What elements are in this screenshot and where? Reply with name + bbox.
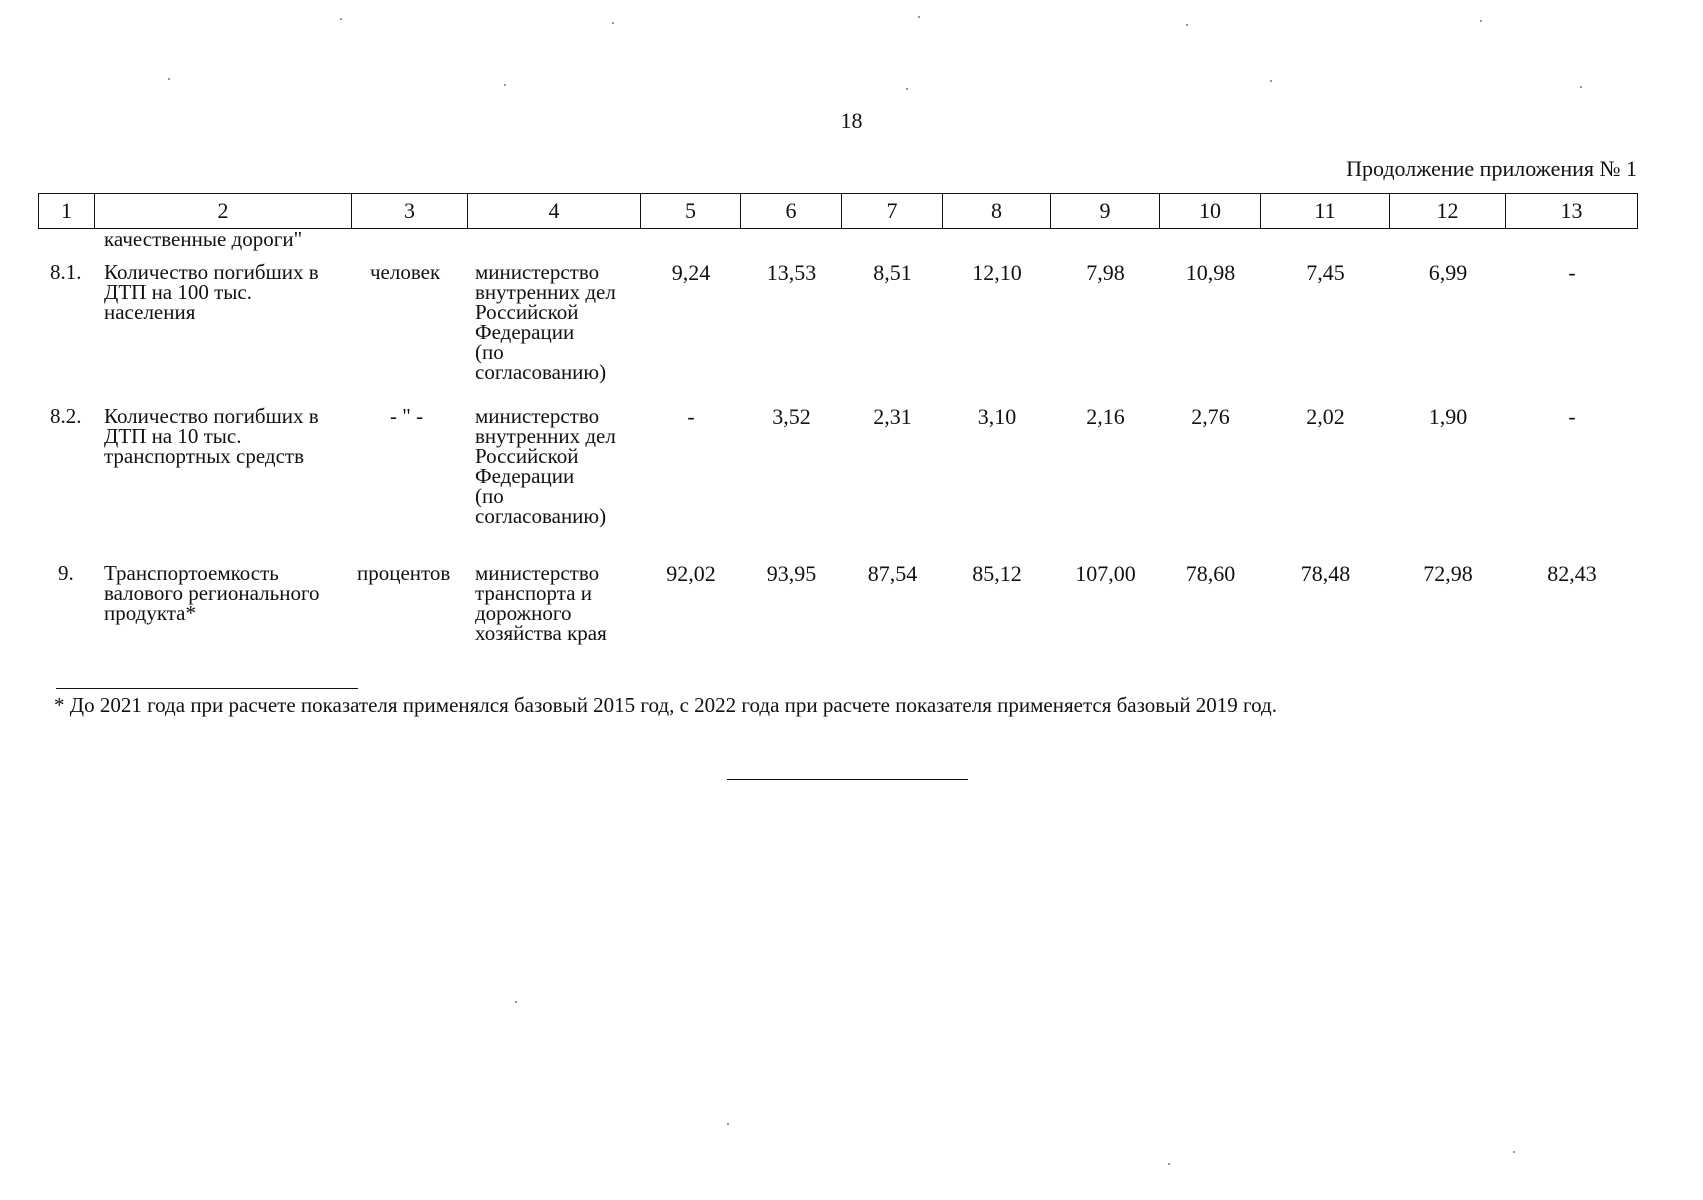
value-cell: 9,24 bbox=[671, 260, 711, 285]
scan-speck bbox=[1270, 80, 1272, 82]
value-cell: 78,60 bbox=[1185, 561, 1236, 586]
indicator-name: Количество погибших в ДТП на 10 тыс. транспортных средств bbox=[104, 404, 319, 468]
scan-speck bbox=[918, 16, 920, 18]
value-cell: 1,90 bbox=[1428, 404, 1468, 429]
column-number: 5 bbox=[641, 194, 741, 229]
responsible-body: министерство внутренних дел Российской Федерации (по согласованию) bbox=[475, 404, 616, 528]
column-number: 7 bbox=[842, 194, 943, 229]
column-number-header bbox=[38, 193, 1638, 229]
scan-speck bbox=[906, 88, 908, 90]
column-number: 13 bbox=[1506, 194, 1638, 229]
value-cell: 93,95 bbox=[766, 561, 817, 586]
column-number: 4 bbox=[468, 194, 641, 229]
footnote-separator bbox=[56, 688, 358, 689]
value-cell: 3,52 bbox=[772, 404, 811, 429]
responsible-body: министерство транспорта и дорожного хозяйства края bbox=[475, 561, 607, 645]
scan-speck bbox=[340, 18, 342, 20]
column-number: 9 bbox=[1051, 194, 1160, 229]
column-number: 3 bbox=[352, 194, 468, 229]
column-number: 8 bbox=[943, 194, 1051, 229]
column-number: 11 bbox=[1261, 194, 1390, 229]
scan-speck bbox=[1513, 1151, 1515, 1153]
scan-speck bbox=[1480, 20, 1482, 22]
value-cell: 2,02 bbox=[1306, 404, 1345, 429]
page-number: 18 bbox=[840, 108, 863, 133]
footnote: * До 2021 года при расчете показателя применялся базовый 2015 год, с 2022 года при расчете показателя применяется базовый 2019 год. bbox=[54, 693, 1277, 717]
column-number: 6 bbox=[741, 194, 842, 229]
indicator-name: Транспортоемкость валового регионального продукта* bbox=[104, 561, 320, 625]
scan-speck bbox=[515, 1001, 517, 1003]
column-number: 1 bbox=[39, 194, 95, 229]
carryover-text: качественные дороги" bbox=[104, 227, 303, 251]
value-cell: 78,48 bbox=[1300, 561, 1351, 586]
value-cell: 72,98 bbox=[1423, 561, 1473, 586]
column-number: 2 bbox=[95, 194, 352, 229]
value-cell: 10,98 bbox=[1185, 260, 1236, 285]
column-number: 10 bbox=[1160, 194, 1261, 229]
value-cell: 87,54 bbox=[867, 561, 918, 586]
indicator-name: Количество погибших в ДТП на 100 тыс. населения bbox=[104, 260, 319, 324]
value-cell: - bbox=[1568, 260, 1576, 285]
value-cell: 8,51 bbox=[873, 260, 912, 285]
value-cell: 85,12 bbox=[972, 561, 1022, 586]
value-cell: 7,45 bbox=[1306, 260, 1345, 285]
value-cell: 2,31 bbox=[873, 404, 912, 429]
value-cell: 3,10 bbox=[977, 404, 1017, 429]
row-number: 9. bbox=[58, 561, 74, 585]
column-number: 12 bbox=[1390, 194, 1506, 229]
value-cell: - bbox=[1568, 404, 1576, 429]
value-cell: 2,76 bbox=[1191, 404, 1230, 429]
row-number: 8.2. bbox=[50, 404, 82, 428]
scan-speck bbox=[1580, 86, 1582, 88]
value-cell: 7,98 bbox=[1086, 260, 1125, 285]
value-cell: 107,00 bbox=[1075, 561, 1136, 586]
unit: процентов bbox=[357, 561, 451, 585]
value-cell: - bbox=[687, 404, 695, 429]
value-cell: 2,16 bbox=[1086, 404, 1125, 429]
unit: человек bbox=[370, 260, 441, 284]
value-cell: 6,99 bbox=[1428, 260, 1468, 285]
value-cell: 12,10 bbox=[972, 260, 1022, 285]
scan-speck bbox=[1186, 24, 1188, 26]
continuation-title: Продолжение приложения № 1 bbox=[1346, 156, 1637, 181]
unit: - " - bbox=[390, 404, 424, 428]
scan-speck bbox=[727, 1123, 729, 1125]
value-cell: 13,53 bbox=[766, 260, 817, 285]
scan-speck bbox=[1168, 1163, 1170, 1165]
scan-speck bbox=[168, 78, 170, 80]
value-cell: 82,43 bbox=[1547, 561, 1597, 586]
row-number: 8.1. bbox=[50, 260, 82, 284]
scan-speck bbox=[504, 84, 506, 86]
responsible-body: министерство внутренних дел Российской Федерации (по согласованию) bbox=[475, 260, 616, 384]
value-cell: 92,02 bbox=[666, 561, 716, 586]
scan-speck bbox=[612, 22, 614, 24]
end-of-document-rule bbox=[727, 779, 968, 780]
